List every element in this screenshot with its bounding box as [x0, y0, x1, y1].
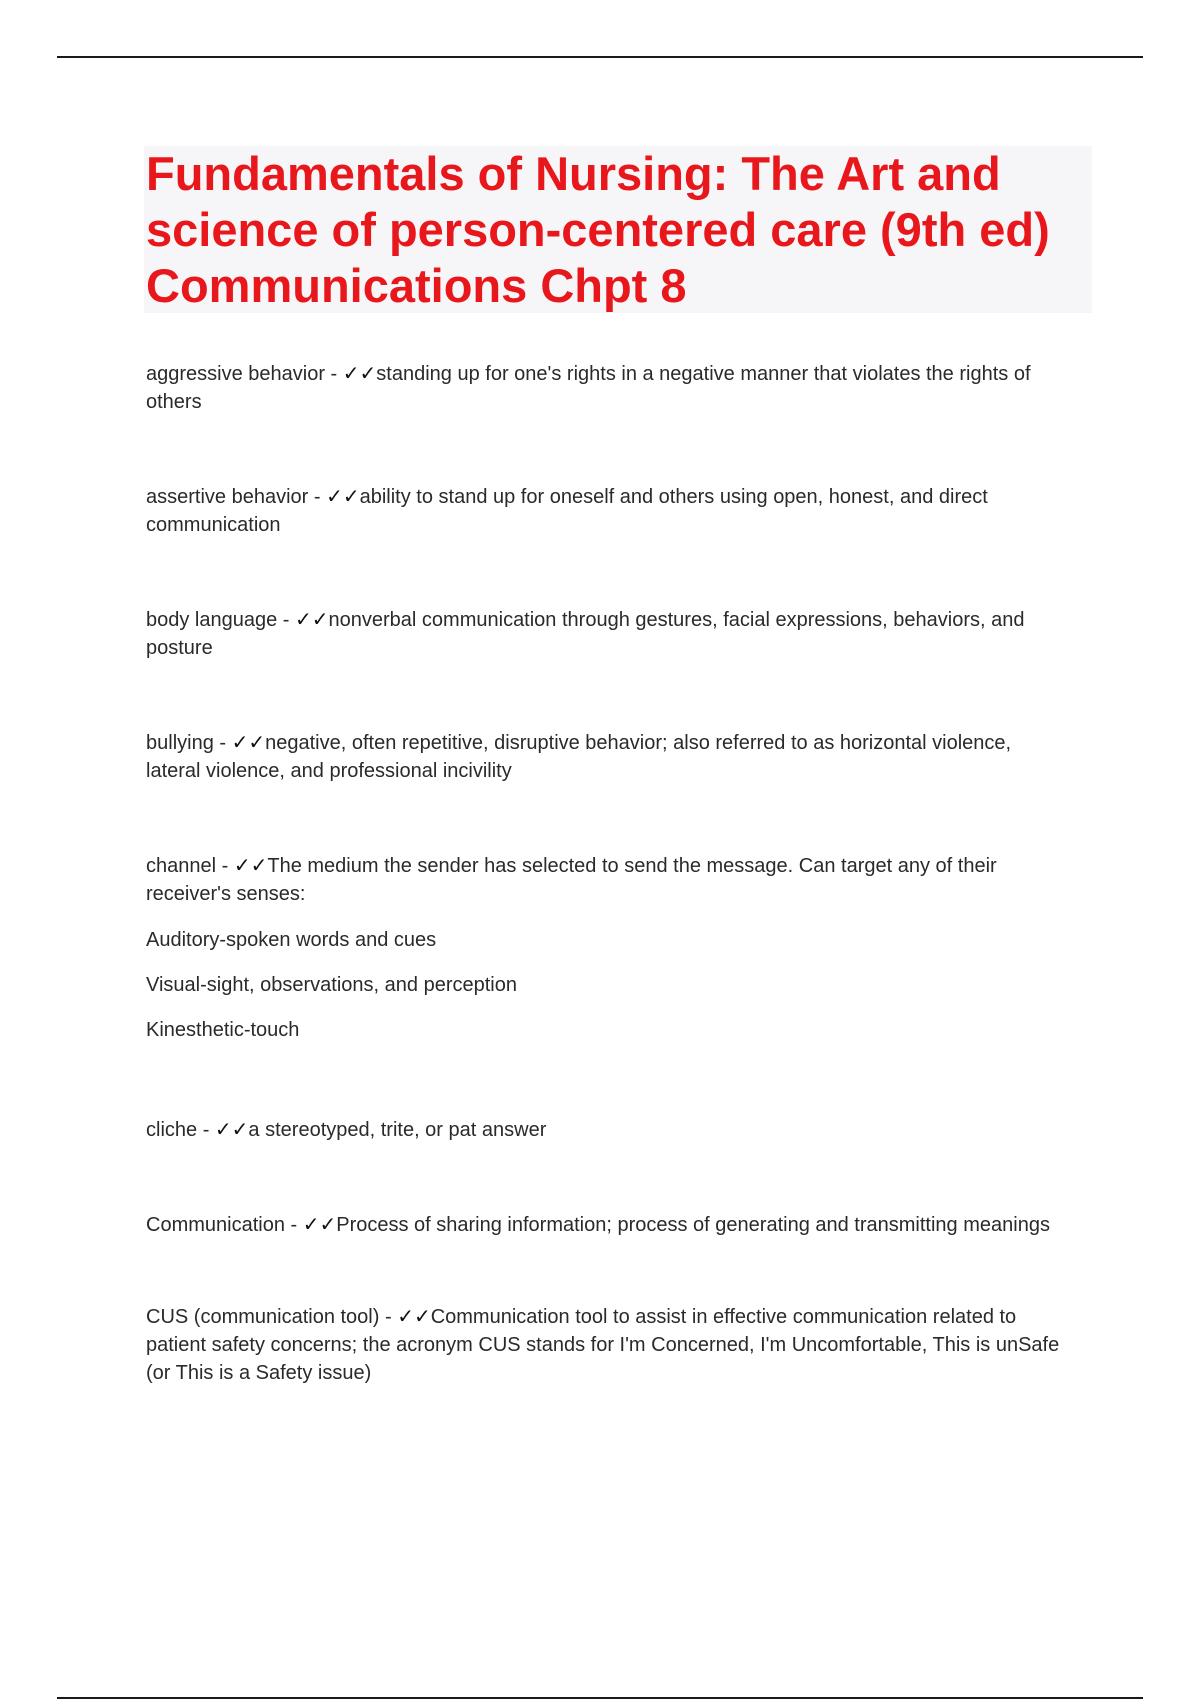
checkmark-icon: ✓✓ — [295, 609, 329, 631]
checkmark-icon: ✓✓ — [233, 855, 268, 877]
entry-line — [146, 360, 1031, 388]
glossary-entry — [146, 729, 1011, 785]
entry-term: cliche - — [146, 1119, 215, 1141]
glossary-entry — [146, 1303, 1059, 1387]
bottom-divider — [57, 1697, 1143, 1699]
checkmark-icon: ✓✓ — [231, 732, 266, 754]
entry-line: receiver's senses: — [146, 883, 306, 905]
entry-definition: Communication tool to assist in effective communication related to — [430, 1306, 1017, 1328]
entry-line: patient safety concerns; the acronym CUS stands for I'm Concerned, I'm Uncomfortable, This is unSafe — [146, 1334, 1060, 1356]
checkmark-icon: ✓✓ — [397, 1306, 431, 1328]
entry-term: channel - — [146, 855, 234, 877]
entry-line: communication — [146, 514, 281, 536]
entry-line: others — [146, 391, 202, 413]
checkmark-icon: ✓✓ — [302, 1214, 337, 1236]
document-title-block — [144, 146, 1092, 313]
entry-term: Communication - — [146, 1214, 303, 1236]
entry-term: body language - — [146, 609, 296, 631]
entry-term: assertive behavior - — [146, 486, 327, 508]
entry-definition: a stereotyped, trite, or pat answer — [248, 1119, 547, 1141]
glossary-entry — [146, 1211, 1050, 1239]
entry-definition: The medium the sender has selected to send the message. Can target any of their — [267, 855, 997, 877]
entry-line — [146, 483, 988, 511]
entry-definition: standing up for one's rights in a negative manner that violates the rights of — [376, 363, 1031, 385]
entry-line: lateral violence, and professional incivility — [146, 760, 512, 782]
title-line-1: Fundamentals of Nursing: The Art and — [146, 147, 1001, 200]
channel-sense-item: Visual-sight, observations, and perception — [146, 974, 517, 996]
entry-line — [146, 1211, 1050, 1239]
channel-sense-item: Kinesthetic-touch — [146, 1019, 300, 1041]
glossary-entry — [146, 1116, 546, 1144]
glossary-entry — [146, 606, 1024, 662]
entry-line: posture — [146, 637, 213, 659]
entry-term: aggressive behavior - — [146, 363, 343, 385]
checkmark-icon: ✓✓ — [326, 486, 360, 508]
entry-line — [146, 729, 1011, 757]
entry-definition: Process of sharing information; process of generating and transmitting meanings — [336, 1214, 1050, 1236]
entry-definition: negative, often repetitive, disruptive behavior; also referred to as horizontal violence, — [265, 732, 1012, 754]
entry-definition: ability to stand up for oneself and others using open, honest, and direct — [359, 486, 988, 508]
glossary-entry — [146, 360, 1031, 416]
channel-sense-item: Auditory-spoken words and cues — [146, 929, 437, 951]
glossary-entry — [146, 852, 997, 1044]
entry-term: bullying - — [146, 732, 232, 754]
entry-definition: nonverbal communication through gestures, facial expressions, behaviors, and — [328, 609, 1025, 631]
entry-line: (or This is a Safety issue) — [146, 1362, 372, 1384]
entry-line — [146, 1303, 1059, 1331]
entry-line — [146, 1116, 546, 1144]
checkmark-icon: ✓✓ — [342, 363, 377, 385]
top-divider — [57, 56, 1143, 58]
glossary-entry — [146, 483, 988, 539]
entry-line — [146, 606, 1024, 634]
entry-line — [146, 852, 997, 880]
title-line-3: Communications Chpt 8 — [146, 259, 687, 312]
title-line-2: science of person-centered care (9th ed) — [146, 203, 1050, 256]
entry-term: CUS (communication tool) - — [146, 1306, 398, 1328]
checkmark-icon: ✓✓ — [214, 1119, 249, 1141]
